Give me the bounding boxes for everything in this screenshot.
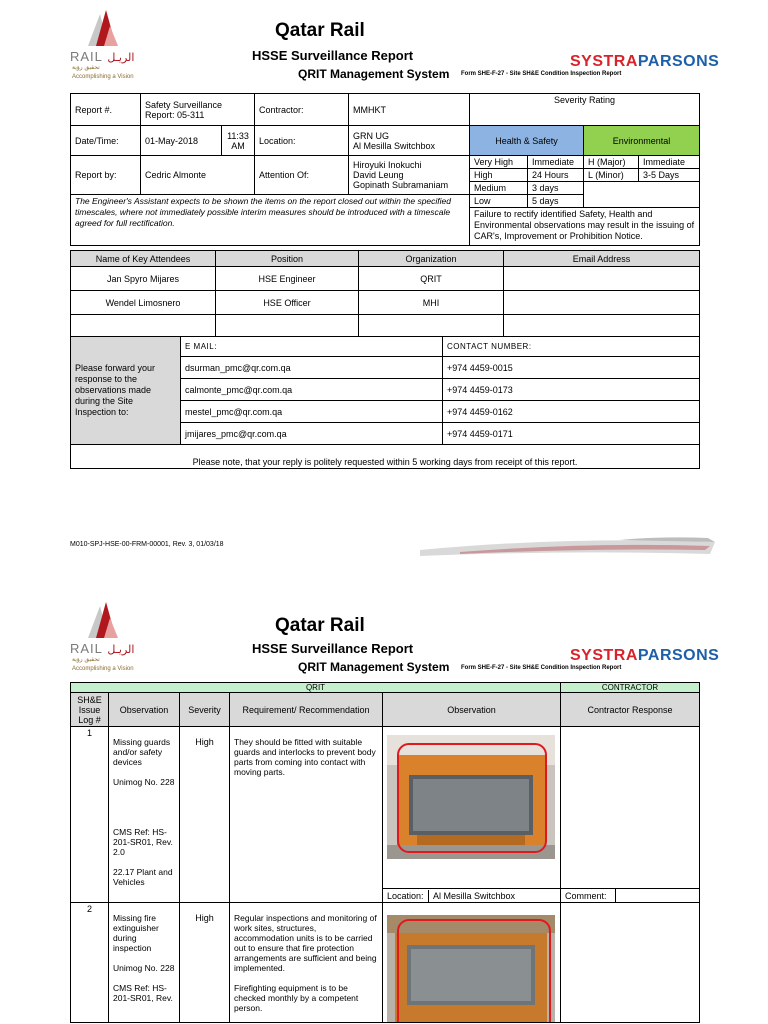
page-title: Qatar Rail	[275, 20, 365, 41]
attendee-row	[71, 291, 700, 315]
report-info-table	[70, 93, 700, 246]
attendee-email	[504, 291, 700, 315]
attendee-position: HSE Engineer	[216, 267, 359, 291]
issue-number: 1	[71, 727, 109, 903]
location-cell	[383, 889, 561, 903]
issue-row	[71, 727, 700, 889]
email-header: E MAIL:	[181, 337, 443, 357]
logo-latin: RAIL	[70, 641, 103, 656]
logo-sub-latin: Accomplishing a Vision	[72, 74, 134, 80]
attendee-header-position: Position	[216, 251, 359, 267]
report-by-value: Cedric Almonte	[141, 156, 255, 195]
contact-email: mestel_pmc@qr.com.qa	[181, 401, 443, 423]
parsons-text: PARSONS	[637, 647, 720, 664]
contractor-value: MMHKT	[349, 94, 470, 126]
contractor-response	[561, 903, 700, 1023]
logo-sub-latin: Accomplishing a Vision	[72, 666, 134, 672]
comment-value	[616, 889, 700, 903]
qrit-section-header: QRIT	[71, 683, 561, 693]
issue-number: 2	[71, 903, 109, 1023]
contact-phone: +974 4459-0015	[443, 357, 700, 379]
document-reference: M010-SPJ-HSE-00-FRM-00001, Rev. 3, 01/03/18	[70, 541, 224, 548]
observation-line: Missing guards and/or safety devices	[113, 737, 171, 767]
report-by-label: Report by:	[71, 156, 141, 195]
severity-cell: 3-5 Days	[639, 169, 700, 182]
qatar-rail-logo	[70, 8, 150, 82]
truck-photo	[387, 915, 555, 1023]
date-value: 01-May-2018	[141, 126, 222, 156]
requirement-line: Regular inspections and monitoring of work sites, structures, accommodation units is to be carried out to ensure that fire protection arrangements are sufficient and being implemented.	[234, 913, 377, 973]
contact-phone: +974 4459-0162	[443, 401, 700, 423]
attendee-header-email: Email Address	[504, 251, 700, 267]
report-no-label: Report #.	[71, 94, 141, 126]
contact-phone: +974 4459-0173	[443, 379, 700, 401]
logo-latin: RAIL	[70, 49, 103, 64]
logo-arabic: الريـل	[107, 51, 135, 64]
severity-value: High	[180, 903, 230, 1023]
location-label: Location:	[383, 890, 429, 902]
rail-emblem-icon	[70, 8, 150, 48]
location-label: Location:	[255, 126, 349, 156]
contact-email: calmonte_pmc@qr.com.qa	[181, 379, 443, 401]
requirement-header: Requirement/ Recommendation	[230, 693, 383, 727]
attendee-row	[71, 267, 700, 291]
severity-cell: Low	[470, 195, 528, 208]
requirement-line: Firefighting equipment is to be checked monthly by a competent person.	[234, 983, 359, 1013]
highlight-box	[397, 919, 551, 1023]
issue-log-header: SH&E Issue Log #	[71, 693, 109, 727]
contractor-label: Contractor:	[255, 94, 349, 126]
comment-label: Comment:	[561, 889, 616, 903]
severity-empty	[584, 182, 700, 208]
severity-cell: High	[470, 169, 528, 182]
observation-line: Unimog No. 228	[113, 963, 175, 973]
attendee-org: QRIT	[359, 267, 504, 291]
location-line-2: Al Mesilla Switchbox	[353, 140, 436, 151]
time-value: 11:33 AM	[222, 126, 255, 156]
observation-photo-header: Observation	[383, 693, 561, 727]
date-label: Date/Time:	[71, 126, 141, 156]
forward-note: Please forward your response to the observations made during the Site Inspection to:	[71, 337, 181, 445]
logo-sub-arabic: تحقيق رؤية	[72, 65, 100, 71]
logo-arabic: الريـل	[107, 643, 135, 656]
observation-header: Observation	[109, 693, 180, 727]
form-reference: Form SHE-F-27 - Site SH&E Condition Inspection Report	[461, 71, 622, 77]
severity-cell: Immediate	[639, 156, 700, 169]
attendee-header-org: Organization	[359, 251, 504, 267]
reply-note: Please note, that your reply is politely requested within 5 working days from receipt of this report.	[71, 445, 700, 469]
engineer-note: The Engineer's Assistant expects to be shown the items on the report closed out within the specified timescales, where not immediately possible interim measures should be introduced with a timescale agreed for full rectification.	[71, 195, 470, 246]
attention-name-1: Hiroyuki Inokuchi	[353, 160, 422, 170]
observation-line: 22.17 Plant and Vehicles	[113, 867, 173, 887]
parsons-text: PARSONS	[637, 53, 720, 70]
issue-row	[71, 903, 700, 1023]
location-value: Al Mesilla Switchbox	[433, 890, 516, 901]
contact-email: dsurman_pmc@qr.com.qa	[181, 357, 443, 379]
contacts-table	[70, 336, 700, 469]
severity-cell: Immediate	[528, 156, 584, 169]
systra-parsons-logo	[570, 647, 719, 665]
contractor-section-header: CONTRACTOR	[561, 683, 700, 693]
observation-photo-cell	[383, 727, 561, 889]
truck-photo	[387, 735, 555, 859]
attention-value	[349, 156, 470, 195]
systra-text: SYSTRA	[570, 53, 638, 70]
health-safety-header: Health & Safety	[470, 126, 584, 156]
report-no-value: Safety Surveillance Report: 05-311	[141, 94, 255, 126]
attention-name-2: David Leung	[353, 170, 404, 180]
attendee-header-name: Name of Key Attendees	[71, 251, 216, 267]
contractor-response	[561, 727, 700, 889]
severity-cell: 5 days	[528, 195, 584, 208]
train-swoosh-graphic	[420, 528, 720, 568]
severity-cell: H (Major)	[584, 156, 639, 169]
severity-value: High	[180, 727, 230, 903]
severity-cell: 3 days	[528, 182, 584, 195]
requirement-text: They should be fitted with suitable guards and interlocks to prevent body parts from coming into contact with moving parts.	[230, 727, 383, 903]
location-line-1: GRN UG	[353, 130, 390, 141]
severity-cell: Medium	[470, 182, 528, 195]
highlight-box	[397, 743, 547, 853]
severity-rating-label: Severity Rating	[470, 94, 700, 126]
observation-photo-cell	[383, 903, 561, 1023]
attendee-email	[504, 267, 700, 291]
observation-line: Missing fire extinguisher during inspection	[113, 913, 159, 953]
severity-cell: 24 Hours	[528, 169, 584, 182]
report-subtitle: HSSE Surveillance Report	[252, 641, 414, 656]
observation-text	[109, 727, 180, 903]
attention-name-3: Gopinath Subramaniam	[353, 180, 449, 190]
page-title: Qatar Rail	[275, 615, 365, 636]
rail-emblem-icon	[70, 600, 150, 640]
report-subtitle: HSSE Surveillance Report	[252, 48, 414, 63]
contact-header: CONTACT NUMBER:	[443, 337, 700, 357]
severity-cell: L (Minor)	[584, 169, 639, 182]
failure-note: Failure to rectify identified Safety, Health and Environmental observations may result in the issuing of CAR's, Improvement or Prohibition Notice.	[470, 208, 700, 246]
system-name: QRIT Management System	[298, 660, 450, 674]
contact-email: jmijares_pmc@qr.com.qa	[181, 423, 443, 445]
attendee-name: Wendel Limosnero	[71, 291, 216, 315]
attendee-row-empty	[71, 315, 700, 337]
logo-sub-arabic: تحقيق رؤية	[72, 657, 100, 663]
observation-line: CMS Ref: HS-201-SR01, Rev.	[113, 983, 173, 1003]
severity-header: Severity	[180, 693, 230, 727]
environmental-header: Environmental	[584, 126, 700, 156]
systra-text: SYSTRA	[570, 647, 638, 664]
attention-label: Attention Of:	[255, 156, 349, 195]
location-value	[349, 126, 470, 156]
attendee-org: MHI	[359, 291, 504, 315]
attendees-table	[70, 250, 700, 337]
systra-parsons-logo	[570, 53, 719, 71]
contact-phone: +974 4459-0171	[443, 423, 700, 445]
observation-line: CMS Ref: HS-201-SR01, Rev. 2.0	[113, 827, 173, 857]
qatar-rail-logo	[70, 600, 150, 674]
severity-cell: Very High	[470, 156, 528, 169]
attendee-position: HSE Officer	[216, 291, 359, 315]
observation-line: Unimog No. 228	[113, 777, 175, 787]
contractor-response-header: Contractor Response	[561, 693, 700, 727]
observation-text	[109, 903, 180, 1023]
attendee-name: Jan Spyro Mijares	[71, 267, 216, 291]
issue-log-table	[70, 682, 700, 1023]
form-reference: Form SHE-F-27 - Site SH&E Condition Inspection Report	[461, 665, 622, 671]
requirement-text	[230, 903, 383, 1023]
system-name: QRIT Management System	[298, 67, 450, 81]
